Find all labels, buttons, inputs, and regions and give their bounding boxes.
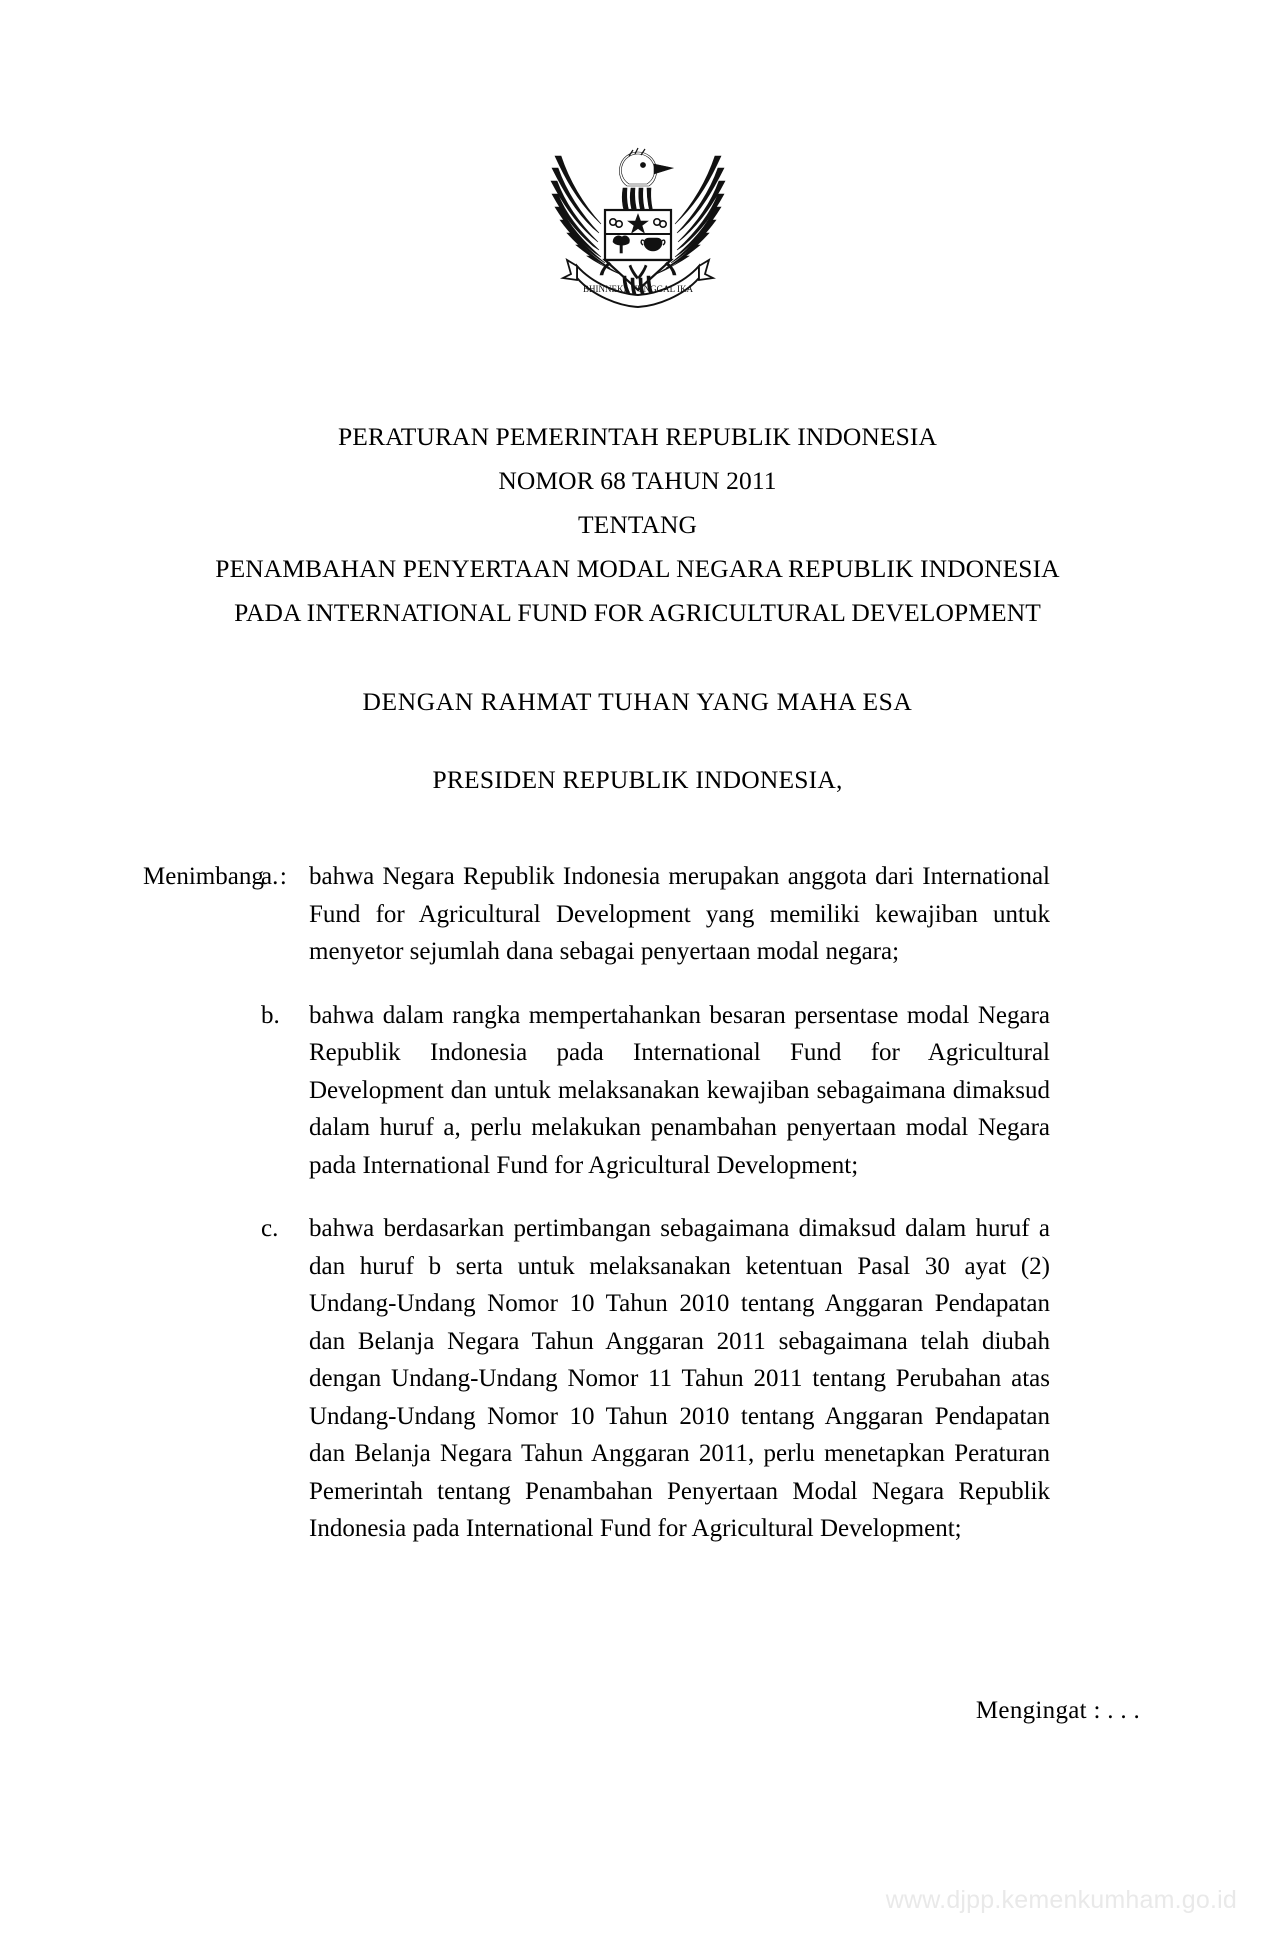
document-title-block xyxy=(0,415,1275,635)
title-line-subject-2: PADA INTERNATIONAL FUND FOR AGRICULTURAL DEVELOPMENT xyxy=(234,598,1041,627)
svg-text:BHINNEKA TUNGGAL IKA: BHINNEKA TUNGGAL IKA xyxy=(582,284,693,294)
consideration-item-a xyxy=(0,858,1275,971)
title-line-regulation: PERATURAN PEMERINTAH REPUBLIK INDONESIA xyxy=(338,422,937,451)
consideration-item-c xyxy=(0,1210,1275,1548)
title-line-subject-1: PENAMBAHAN PENYERTAAN MODAL NEGARA REPUBLIK INDONESIA xyxy=(215,554,1060,583)
considerations-label-text: Menimbang xyxy=(143,863,264,890)
title-line-about: TENTANG xyxy=(577,510,698,539)
considerations-section xyxy=(0,858,1275,1574)
consideration-text-a: bahwa Negara Republik Indonesia merupakan anggota dari International Fund for Agricultural Development yang memiliki kewajiban untuk menyetor sejumlah dana sebagai penyertaan modal negara; xyxy=(309,863,1050,965)
site-watermark: www.djpp.kemenkumham.go.id xyxy=(885,1886,1237,1914)
issuing-authority-line: PRESIDEN REPUBLIK INDONESIA, xyxy=(432,765,843,794)
title-line-number: NOMOR 68 TAHUN 2011 xyxy=(498,466,777,495)
considerations-label xyxy=(0,858,287,896)
consideration-item-b xyxy=(0,997,1275,1185)
consideration-text-b: bahwa dalam rangka mempertahankan besaran persentase modal Negara Republik Indonesia pada International Fund for Agricultural Development dan untuk melaksanakan kewajiban sebagaimana dimaksud dalam huruf a, perlu melakukan penambahan penyertaan modal Negara pada International Fund for Agricultural Development; xyxy=(309,1001,1050,1179)
emblem-container xyxy=(0,138,1275,318)
consideration-letter-b: b. xyxy=(261,1001,280,1029)
consideration-letter-c: c. xyxy=(261,1215,279,1242)
consideration-letter-a: a. xyxy=(261,863,279,890)
considerations-label-colon: : xyxy=(279,863,287,890)
garuda-pancasila-emblem xyxy=(543,138,733,313)
continuation-marker: Mengingat : . . . xyxy=(975,1697,1140,1724)
consideration-text-c: bahwa berdasarkan pertimbangan sebagaimana dimaksud dalam huruf a dan huruf b serta untuk melaksanakan ketentuan Pasal 30 ayat (2) Undang-Undang Nomor 10 Tahun 2010 tentang Anggaran Pendapatan dan Belanja Negara Tahun Anggaran 2011 sebagaimana telah diubah dengan Undang-Undang Nomor 11 Tahun 2011 tentang Perubahan atas Undang-Undang Nomor 10 Tahun 2010 tentang Anggaran Pendapatan dan Belanja Negara Tahun Anggaran 2011, perlu menetapkan Peraturan Pemerintah tentang Penambahan Penyertaan Modal Negara Republik Indonesia pada International Fund for Agricultural Development; xyxy=(309,1215,1050,1542)
divine-blessing-line: DENGAN RAHMAT TUHAN YANG MAHA ESA xyxy=(362,687,913,716)
